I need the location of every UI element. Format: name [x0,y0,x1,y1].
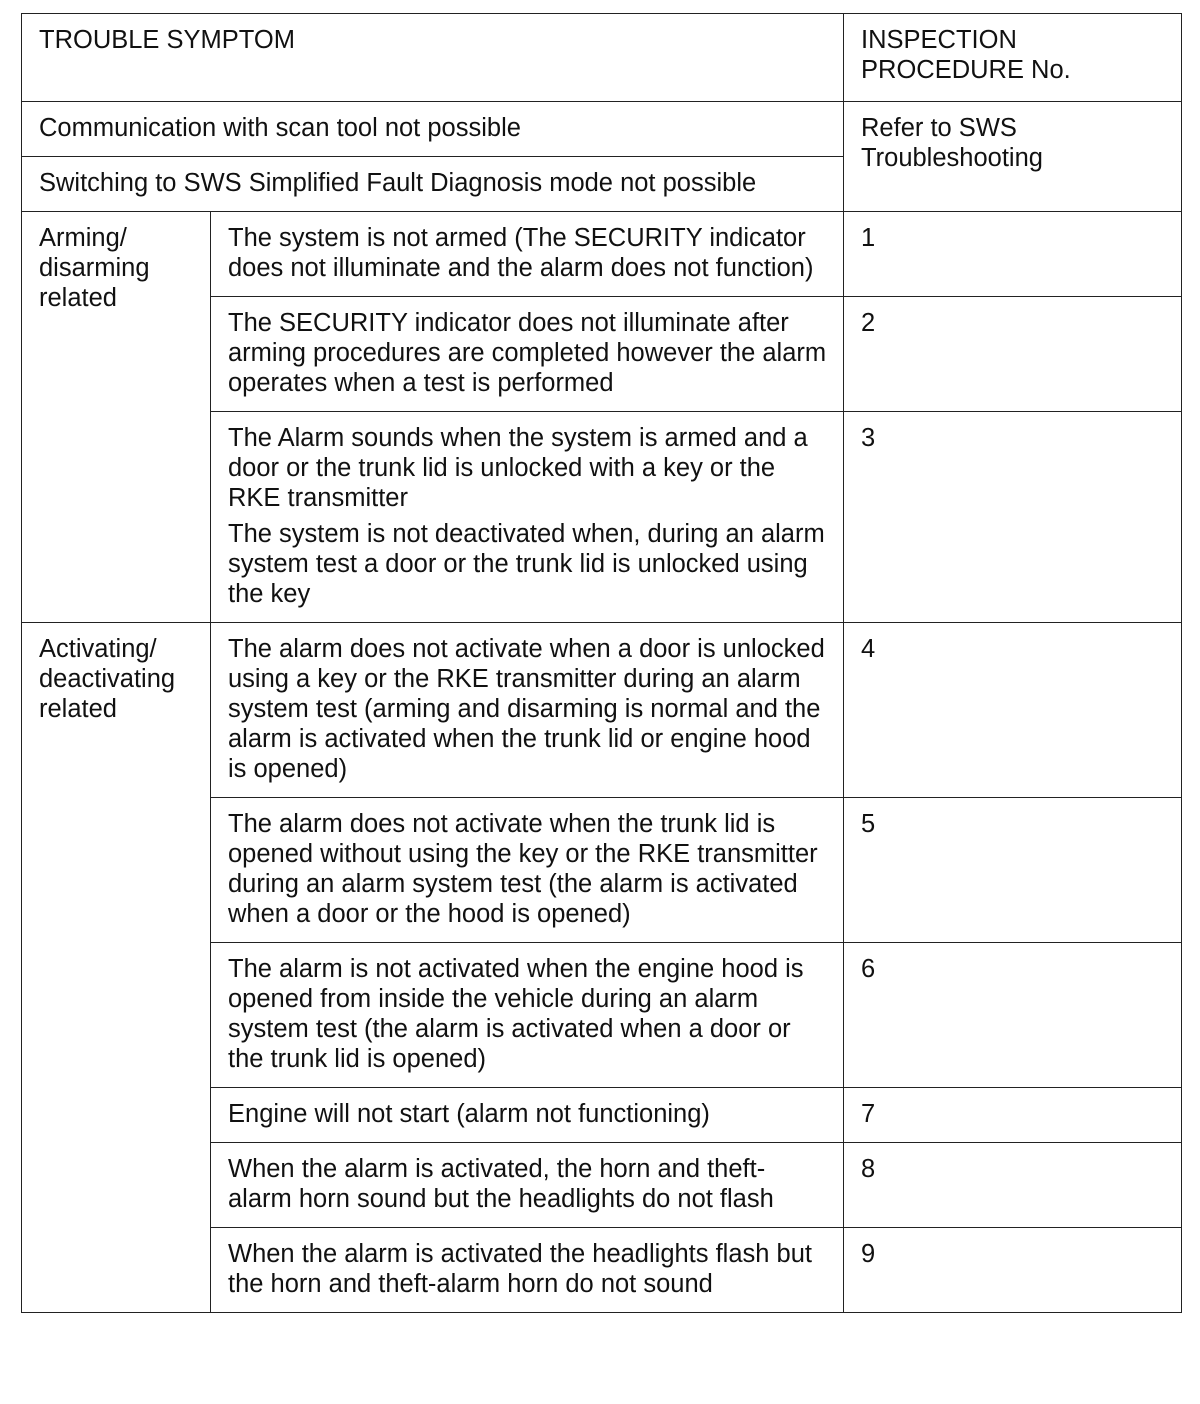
symptom-cell [211,1088,844,1143]
symptom-cell [211,798,844,943]
symptom-text: Switching to SWS Simplified Fault Diagnosis mode not possible [39,169,757,197]
procedure-number: 3 [861,424,876,452]
symptom-text: The alarm does not activate when a door is unlocked using a key or the RKE transmitter during an alarm system test (arming and disarming is normal and the alarm is activated when the trunk lid or engine hood is opened) [228,635,825,783]
table-row [22,102,1182,157]
procedure-number: 9 [861,1240,876,1268]
procedure-cell [844,1228,1182,1313]
header-procedure-line2: PROCEDURE No. [861,56,1071,84]
symptom-text: The system is not armed (The SECURITY indicator does not illuminate and the alarm does not function) [228,224,814,282]
table-row [22,623,1182,798]
symptom-text: The alarm is not activated when the engine hood is opened from inside the vehicle during an alarm system test (the alarm is activated when a door or the trunk lid is opened) [228,955,804,1073]
procedure-cell [844,1088,1182,1143]
symptom-cell [211,1143,844,1228]
symptom-text: The Alarm sounds when the system is armed and a door or the trunk lid is unlocked with a key or the RKE transmitter [228,424,808,512]
procedure-number: 1 [861,224,876,252]
procedure-cell [844,412,1182,623]
symptom-text: When the alarm is activated, the horn and theft-alarm horn sound but the headlights do not flash [228,1155,774,1213]
header-procedure-cell [844,14,1182,102]
procedure-number: 2 [861,309,876,337]
symptom-text: When the alarm is activated the headlights flash but the horn and theft-alarm horn do not sound [228,1240,812,1298]
procedure-cell [844,943,1182,1088]
group-label-line1: Arming/ [39,224,127,252]
header-symptom-label: TROUBLE SYMPTOM [39,26,295,54]
group-label-line2: deactivating [39,665,176,693]
symptom-cell [211,212,844,297]
symptom-cell-switching [22,157,844,212]
symptom-text: The alarm does not activate when the trunk lid is opened without using the key or the RKE transmitter during an alarm system test (the alarm is activated when a door or the hood is opened) [228,810,818,928]
procedure-cell [844,1143,1182,1228]
group-label-line3: related [39,284,117,312]
symptom-cell-communication [22,102,844,157]
symptom-cell [211,412,844,623]
procedure-sws-line1: Refer to SWS [861,114,1017,142]
procedure-cell [844,623,1182,798]
symptom-cell [211,297,844,412]
symptom-text: The SECURITY indicator does not illuminate after arming procedures are completed however the alarm operates when a test is performed [228,309,827,397]
procedure-number: 5 [861,810,876,838]
header-row [22,14,1182,102]
procedure-sws-line2: Troubleshooting [861,144,1043,172]
procedure-cell [844,297,1182,412]
symptom-text-secondary: The system is not deactivated when, during an alarm system test a door or the trunk lid is unlocked using the key [228,520,825,608]
header-procedure-line1: INSPECTION [861,26,1017,54]
group-label-line3: related [39,695,117,723]
symptom-cell [211,943,844,1088]
procedure-cell [844,798,1182,943]
group-label-line1: Activating/ [39,635,157,663]
symptom-text: Communication with scan tool not possible [39,114,521,142]
symptom-cell [211,623,844,798]
symptom-cell [211,1228,844,1313]
trouble-symptom-table [21,13,1182,1313]
procedure-number: 8 [861,1155,876,1183]
table-row [22,212,1182,297]
procedure-number: 4 [861,635,876,663]
procedure-cell-sws [844,102,1182,212]
group-label-arming [22,212,211,623]
group-label-activating [22,623,211,1313]
header-symptom-cell [22,14,844,102]
group-label-line2: disarming [39,254,150,282]
procedure-cell [844,212,1182,297]
procedure-number: 6 [861,955,876,983]
procedure-number: 7 [861,1100,876,1128]
symptom-text: Engine will not start (alarm not functioning) [228,1100,710,1128]
